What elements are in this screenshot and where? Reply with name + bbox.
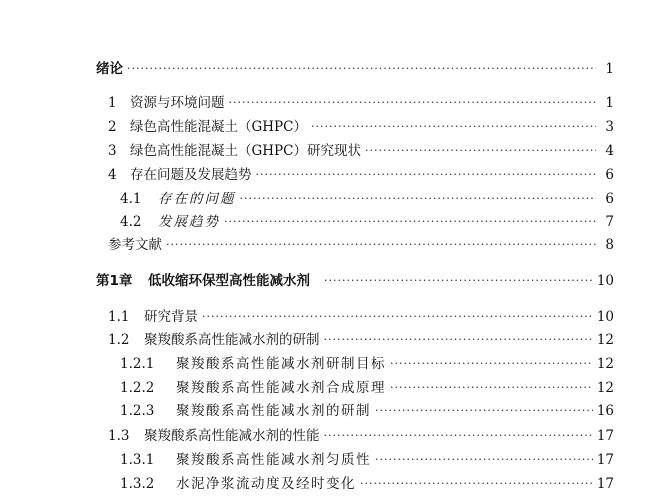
- toc-entry-page: 17: [596, 428, 614, 444]
- toc-entry: [108, 164, 614, 186]
- toc-entry-title: 发展趋势: [158, 214, 220, 230]
- toc-leader-dots: [256, 164, 597, 186]
- toc-entry-page: 3: [605, 119, 614, 135]
- toc-entry-number: 4.2: [120, 214, 142, 230]
- toc-entry-number: 1.2.3: [120, 403, 155, 419]
- toc-entry-title: 聚羧酸系高性能减水剂的研制: [144, 332, 320, 348]
- toc-entry: [108, 140, 614, 162]
- toc-entry-page: 6: [605, 191, 614, 207]
- toc-entry-title: 聚羧酸系高性能减水剂的研制: [176, 403, 371, 419]
- toc-entry: [120, 211, 614, 233]
- toc-entry-page: 10: [596, 309, 614, 325]
- toc-entry: [120, 353, 614, 375]
- toc-entry: [120, 377, 614, 399]
- toc-entry-number: 1.2.1: [120, 356, 155, 372]
- toc-entry-page: 16: [596, 403, 614, 419]
- toc-entry: [108, 92, 614, 114]
- toc-leader-dots: [240, 188, 597, 210]
- toc-leader-dots: [324, 329, 593, 351]
- toc-leader-dots: [390, 353, 593, 375]
- toc-entry-number: 1: [108, 95, 117, 111]
- toc-entry: [120, 449, 614, 471]
- toc-entry: [120, 473, 614, 495]
- toc-entry-title: 研究背景: [144, 309, 198, 325]
- toc-entry-number: 1.3: [108, 428, 130, 444]
- toc-entry-page: 6: [605, 167, 614, 183]
- toc-entry-references: [108, 234, 614, 256]
- toc-entry-title: 聚羧酸系高性能减水剂合成原理: [176, 380, 386, 396]
- toc-leader-dots: [311, 116, 596, 138]
- toc-entry-number: 4.1: [120, 191, 142, 207]
- toc-leader-dots: [375, 400, 593, 422]
- toc-entry-title: 绿色高性能混凝土（GHPC）: [130, 119, 307, 135]
- toc-leader-dots: [360, 473, 593, 495]
- toc-entry-page: 17: [596, 476, 614, 492]
- toc-entry-title: 聚羧酸系高性能减水剂研制目标: [176, 356, 386, 372]
- toc-entry-number: 4: [108, 167, 117, 183]
- toc-leader-dots: [224, 211, 596, 233]
- toc-leader-dots: [390, 377, 593, 399]
- toc-leader-dots: [127, 58, 596, 80]
- toc-entry-number: 1.2.2: [120, 380, 155, 396]
- toc-entry-number: 1.1: [108, 309, 130, 325]
- toc-entry-title: 存在问题及发展趋势: [130, 167, 252, 183]
- toc-entry-page: 1: [605, 61, 614, 77]
- toc-entry-page: 12: [596, 332, 614, 348]
- toc-entry-page: 12: [596, 380, 614, 396]
- toc-entry: [108, 329, 614, 351]
- toc-leader-dots: [202, 306, 593, 328]
- toc-entry-page: 10: [596, 273, 614, 289]
- toc-entry-page: 17: [596, 452, 614, 468]
- toc-entry-number: 1.3.2: [120, 476, 155, 492]
- toc-entry-page: 1: [605, 95, 614, 111]
- toc-entry: [108, 425, 614, 447]
- toc-entry-title: 绿色高性能混凝土（GHPC）研究现状: [130, 143, 361, 159]
- toc-entry-number: 3: [108, 143, 117, 159]
- toc-leader-dots: [365, 140, 596, 162]
- toc-leader-dots: [324, 425, 593, 447]
- toc-leader-dots: [229, 92, 597, 114]
- toc-entry-title: 存在的问题: [158, 191, 236, 207]
- toc-entry-page: 4: [605, 143, 614, 159]
- toc-entry-title: 水泥净浆流动度及经时变化: [176, 476, 356, 492]
- toc-entry-number: 1.3.1: [120, 452, 155, 468]
- toc-entry-title: 绪论: [96, 61, 123, 77]
- toc-entry-title: 聚羧酸系高性能减水剂的性能: [144, 428, 320, 444]
- toc-leader-dots: [324, 270, 593, 292]
- toc-entry: [108, 116, 614, 138]
- toc-entry-title: 资源与环境问题: [130, 95, 225, 111]
- toc-entry-page: 8: [605, 237, 614, 253]
- toc-entry: [108, 306, 614, 328]
- toc-entry-page: 7: [605, 214, 614, 230]
- toc-entry-number: 1.2: [108, 332, 130, 348]
- toc-chapter-number: 第1章: [96, 273, 133, 289]
- toc-entry: [120, 188, 614, 210]
- toc-entry-title: 低收缩环保型高性能减水剂: [148, 273, 310, 289]
- toc-entry-introduction: [96, 58, 614, 80]
- toc-entry-chapter: [96, 270, 614, 292]
- toc-entry-title: 参考文献: [108, 237, 162, 253]
- toc-leader-dots: [375, 449, 593, 471]
- toc-entry: [120, 400, 614, 422]
- toc-entry-page: 12: [596, 356, 614, 372]
- toc-entry-title: 聚羧酸系高性能减水剂匀质性: [176, 452, 371, 468]
- toc-entry-number: 2: [108, 119, 117, 135]
- toc-leader-dots: [166, 234, 596, 256]
